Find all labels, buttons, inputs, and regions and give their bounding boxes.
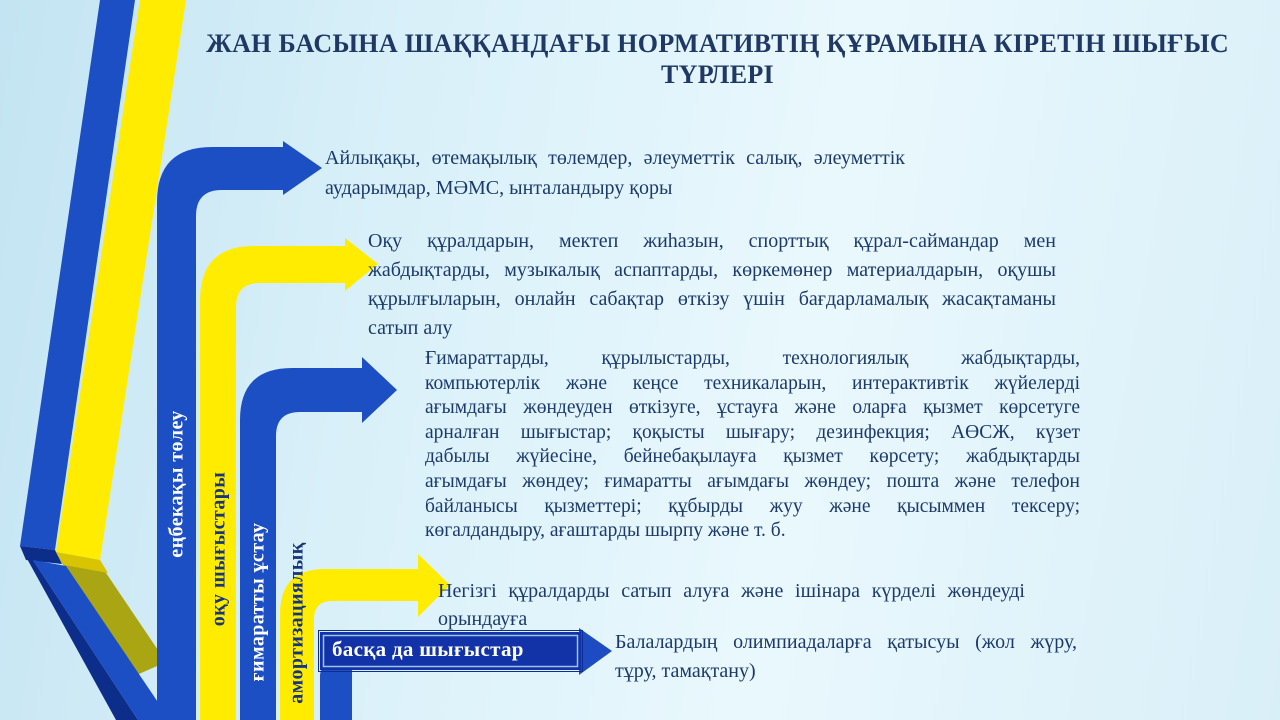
desc-line: ағымдағы жөндеуден өткізуге, ұстауға және оларға қызмет көрсетуге [425,397,1080,419]
arrow-5-head [579,628,612,675]
desc-block-other-expenses [615,628,1077,686]
desc-block-amortization [438,577,1025,633]
desc-line: жабдықтарды, музыкалық аспаптарды, көркемөнер материалдарын, оқушы [368,259,1056,281]
slide-title: ЖАН БАСЫНА ШАҚҚАНДАҒЫ НОРМАТИВТІҢ ҚҰРАМЫНА КІРЕТІН ШЫҒЫС ТҮРЛЕРІ [206,29,1229,89]
desc-line: аударымдар, МӘМС, ынталандыру қоры [325,177,673,199]
desc-block-payroll [325,143,905,203]
desc-line: Ғимараттарды, құрылыстарды, технологиялық жабдықтарды, [425,348,1080,369]
desc-line: дабылы жүйесіне, бейнебақылауға қызмет көрсету; жабдықтарды [425,446,1080,468]
desc-line: ағымдағы жөндеу; ғимаратты ағымдағы жөндеу; пошта және телефон [425,470,1080,492]
desc-line: Айлықақы, өтемақылық төлемдер, әлеуметтік салық, әлеуметтік [325,147,905,169]
desc-line: тұру, тамақтану) [615,660,756,682]
desc-block-study-expenses [368,227,1056,343]
arrow-label-baska-da-shygystar: басқа да шығыстар [332,637,524,661]
desc-line: орындауға [438,608,528,630]
desc-line: Оқу құралдарын, мектеп жиһазын, спорттық құрал-саймандар мен [368,230,1056,252]
desc-line: Балалардың олимпиадаларға қатысуы (жол жүру, [615,631,1077,653]
arrow-label-enbekaky-toleu: еңбекақы төлеу [165,410,188,558]
arrow-label-amortizacialyk: амортизациялық [285,542,308,704]
arrow-5-shaft [320,666,352,720]
desc-block-building-maintenance [425,347,1080,544]
desc-line: арналған шығыстар; қоқысты шығару; дезинфекция; АӨСЖ, күзет [425,421,1080,443]
desc-line: байланысы қызметтері; құбырды жуу және қысыммен тексеру; [425,495,1080,517]
desc-line: көгалдандыру, ағаштарды шырпу және т. б. [425,520,786,542]
desc-line: компьютерлік және кеңсе техникаларын, интерактивтік жүйелерді [425,372,1080,394]
desc-line: сатып алу [368,317,453,339]
desc-line: құрылғыларын, онлайн сабақтар өткізу үшін бағдарламалық жасақтаманы [368,288,1056,310]
arrow-label-gimaratty-ustau: ғимаратты ұстау [246,522,269,682]
desc-line: Негізгі құралдарды сатып алуға және ішінара күрделі жөндеуді [438,580,1025,602]
arrow-label-oku-shygystary: оқу шығыстары [207,471,230,627]
